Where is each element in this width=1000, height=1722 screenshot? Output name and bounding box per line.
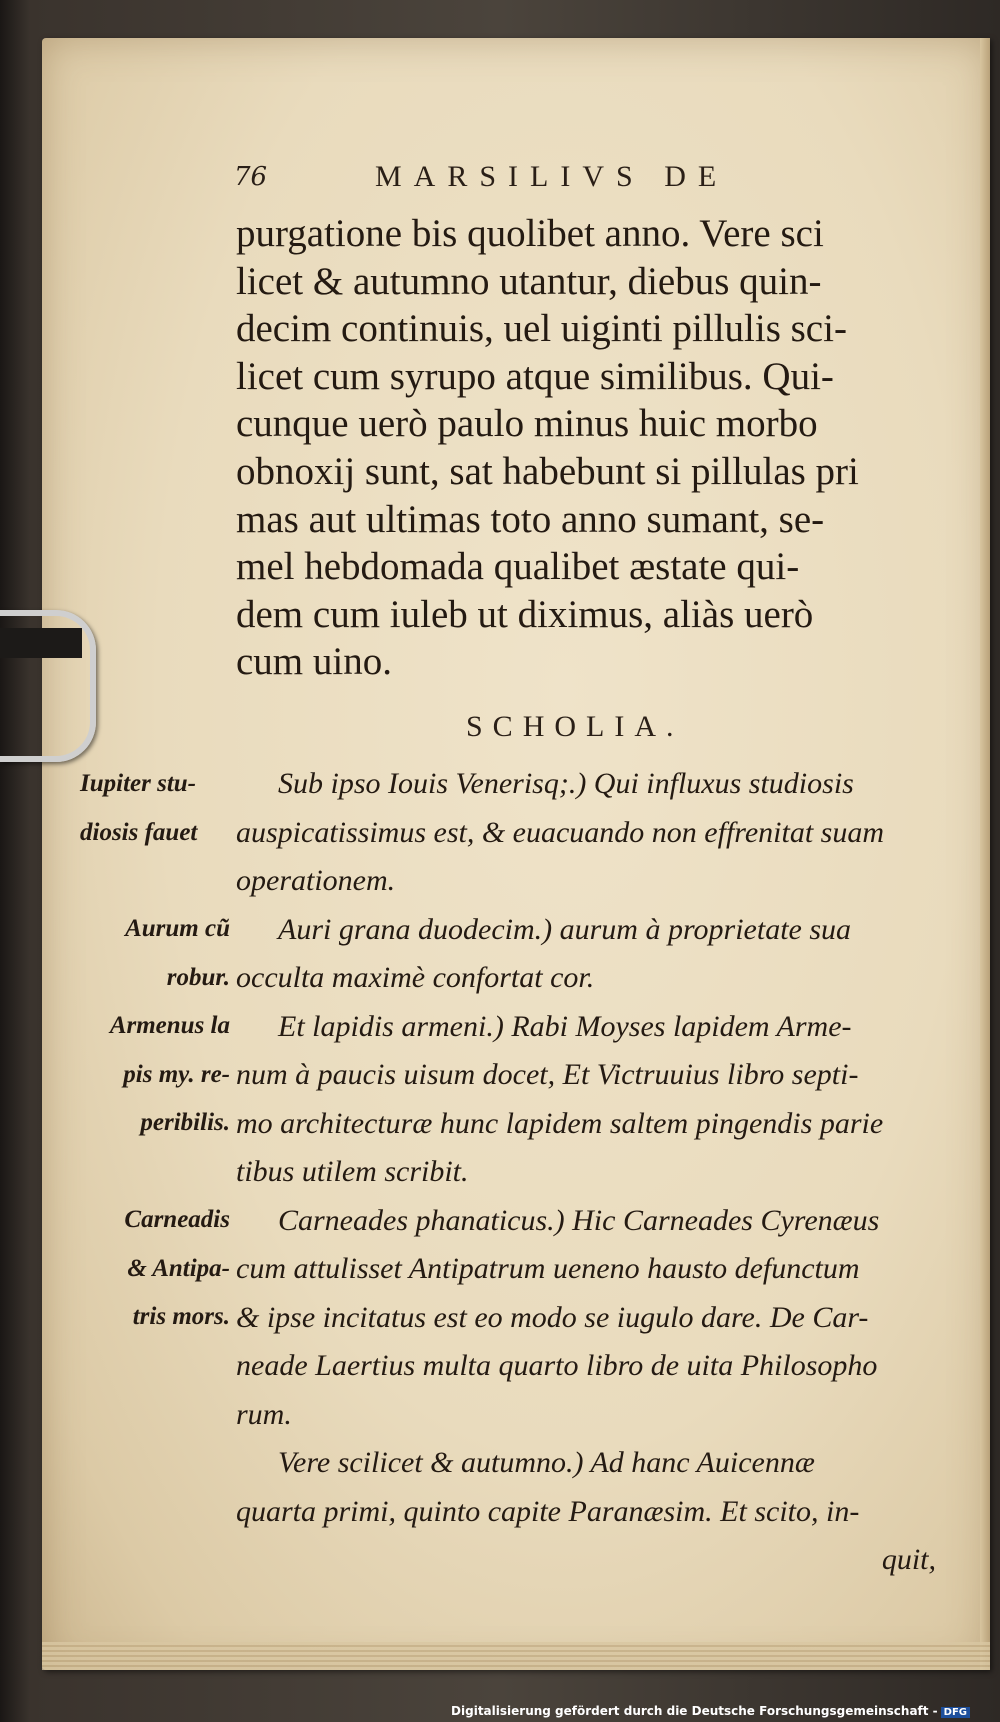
- marginal-note-line: pis my. re-: [123, 1060, 230, 1088]
- page-clip: [0, 610, 96, 762]
- main-text-line: cum uino.: [236, 640, 392, 684]
- marginal-note-aurum: [80, 905, 230, 1002]
- digitization-credit: [451, 1704, 970, 1718]
- scholia-line: cum attulisset Antipatrum ueneno hausto defunctum: [236, 1252, 860, 1285]
- marginal-note-carneades: [80, 1196, 230, 1342]
- page-header: [230, 160, 930, 200]
- marginal-note-armenus: [80, 1002, 230, 1148]
- scholia-line: mo architecturæ hunc lapidem saltem pingendis parie: [236, 1106, 884, 1140]
- page-edge-bottom: [42, 1642, 990, 1670]
- scholia-line: operationem.: [236, 864, 396, 897]
- scholia-line: Vere scilicet & autumno.) Ad hanc Auicennæ: [278, 1446, 815, 1479]
- main-text-block: [236, 210, 936, 686]
- main-text-line: obnoxij sunt, sat habebunt si pillulas pri: [236, 449, 859, 493]
- marginal-note-line: peribilis.: [140, 1109, 230, 1136]
- main-text-line: purgatione bis quolibet anno. Vere sci: [236, 212, 824, 255]
- marginal-note-line: Carneadis: [124, 1206, 230, 1233]
- scholia-line: Sub ipso Iouis Venerisq;.) Qui influxus studiosis: [278, 767, 854, 800]
- page-number: 76: [234, 162, 268, 192]
- scholia-line: rum.: [236, 1397, 292, 1431]
- marginal-note-line: robur.: [166, 963, 230, 991]
- scholia-line: auspicatissimus est, & euacuando non effrenitat suam: [236, 815, 885, 849]
- marginal-note-line: tris mors.: [132, 1303, 230, 1330]
- scholia-line: tibus utilem scribit.: [236, 1155, 469, 1188]
- marginal-note-line: diosis fauet: [80, 818, 198, 846]
- scholia-line: Carneades phanaticus.) Hic Carneades Cyrenæus: [278, 1203, 880, 1237]
- main-text-line: mas aut ultimas toto anno sumant, se-: [236, 497, 825, 541]
- marginal-note-line: Armenus la: [109, 1012, 230, 1039]
- credit-text: Digitalisierung gefördert durch die Deutsche Forschungsgemeinschaft -: [451, 1704, 938, 1718]
- page-edge-right: [980, 38, 990, 1670]
- scholia-block: [236, 760, 936, 1585]
- running-head: MARSILIVS DE: [375, 160, 729, 193]
- main-text-line: licet cum syrupo atque similibus. Qui-: [236, 354, 834, 398]
- marginal-note-line: & Antipa-: [127, 1254, 230, 1282]
- scholia-line: & ipse incitatus est eo modo se iugulo dare. De Car-: [236, 1300, 869, 1334]
- main-text-line: decim continuis, uel uiginti pillulis sci-: [236, 307, 847, 351]
- scholia-line: Et lapidis armeni.) Rabi Moyses lapidem Arme-: [278, 1009, 852, 1043]
- scholia-line: Auri grana duodecim.) aurum à proprietate sua: [278, 912, 852, 946]
- main-text-line: cunque uerò paulo minus huic morbo: [236, 402, 818, 446]
- marginal-note-line: Iupiter stu-: [80, 770, 197, 797]
- scholia-line: num à paucis uisum docet, Et Victruuius libro septi-: [236, 1058, 859, 1091]
- main-text-line: licet & autumno utantur, diebus quin-: [236, 259, 822, 303]
- marginal-note-jupiter: [80, 760, 230, 857]
- main-text-line: dem cum iuleb ut diximus, aliàs uerò: [236, 592, 814, 636]
- scholia-heading: SCHOLIA.: [466, 710, 684, 743]
- main-text-line: mel hebdomada qualibet æstate qui-: [236, 545, 800, 589]
- scholia-line: quit,: [881, 1543, 936, 1576]
- scholia-line: occulta maximè confortat cor.: [236, 961, 595, 994]
- dfg-logo-icon: DFG: [941, 1707, 970, 1718]
- scholia-line: neade Laertius multa quarto libro de uita Philosopho: [236, 1349, 878, 1382]
- marginal-note-line: Aurum cũ: [125, 915, 230, 942]
- scholia-line: quarta primi, quinto capite Paranæsim. Et scito, in-: [236, 1494, 860, 1528]
